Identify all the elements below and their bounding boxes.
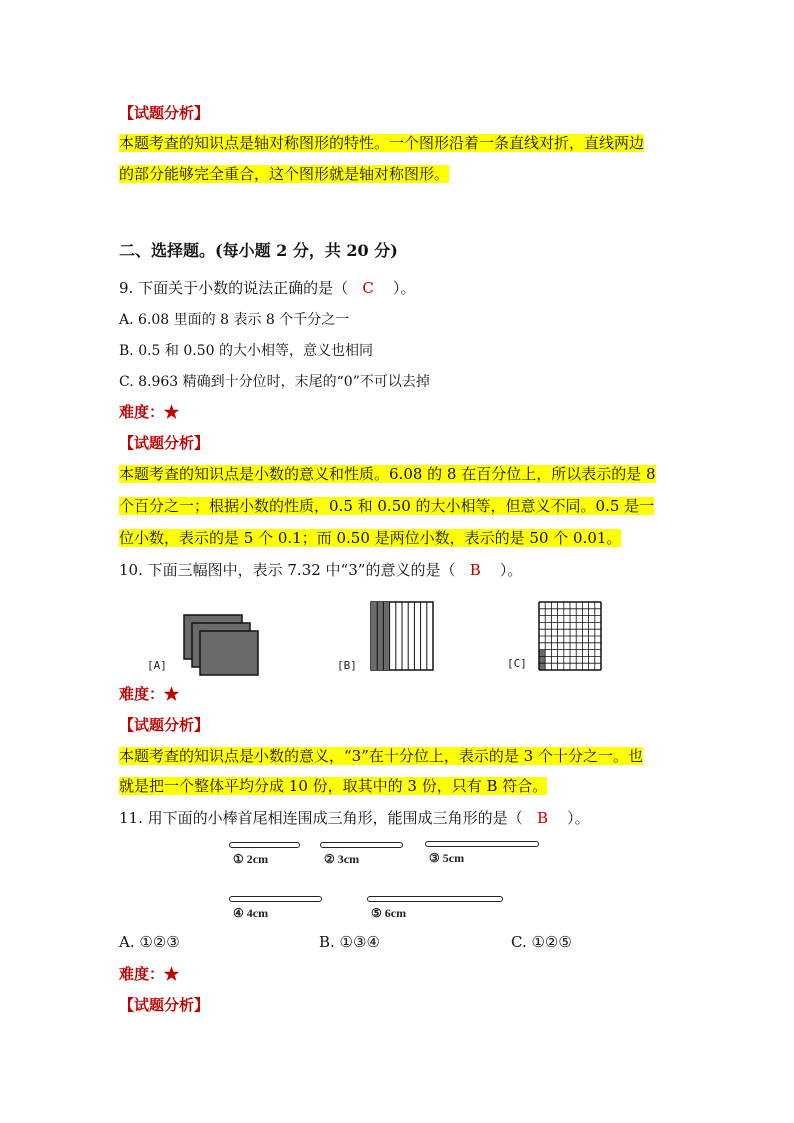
star-icon: ★ [164,403,180,421]
question-stem: 11. 用下面的小棒首尾相连围成三角形，能围成三角形的是（ B ）。 [119,809,590,827]
stick-label-4: ④ 4cm [233,906,269,920]
analysis-text: 就是把一个整体平均分成 10 份，取其中的 3 份，只有 B 符合。 [119,777,548,795]
answer: B [469,561,481,579]
question-stem: 10. 下面三幅图中，表示 7.32 中“3”的意义的是（ B ）。 [119,561,523,579]
figure-b [370,601,436,673]
analysis-heading: 【试题分析】 [119,104,210,122]
star-icon: ★ [164,685,180,703]
difficulty: 难度：★ [119,403,180,421]
analysis-text: 的部分能够完全重合，这个图形就是轴对称图形。 [119,165,450,183]
star-icon: ★ [164,965,180,983]
answer: B [536,809,548,827]
stick-label-1: ① 2cm [233,852,269,866]
analysis-text: 位小数，表示的是 5 个 0.1；而 0.50 是两位小数，表示的是 50 个 0.01。 [119,529,622,547]
option-b: B. 0.5 和 0.50 的大小相等，意义也相同 [119,343,373,359]
option-a: A. 6.08 里面的 8 表示 8 个千分之一 [119,312,350,328]
analysis-heading: 【试题分析】 [119,716,210,734]
option-a: A. ①②③ [119,933,180,951]
difficulty: 难度：★ [119,685,180,703]
option-c: C. 8.963 精确到十分位时，末尾的“0”不可以去掉 [119,374,430,390]
figure-label-a: [A] [147,659,167,672]
stick-label-5: ⑤ 6cm [371,906,407,920]
option-b: B. ①③④ [319,933,380,951]
stick-3 [425,841,539,847]
analysis-text: 本题考查的知识点是小数的意义和性质。6.08 的 8 在百分位上，所以表示的是 8 [119,465,656,483]
option-c: C. ①②⑤ [511,933,572,951]
analysis-text: 本题考查的知识点是轴对称图形的特性。一个图形沿着一条直线对折，直线两边 [119,134,645,152]
stick-4 [229,896,322,902]
stick-label-2: ② 3cm [324,852,360,866]
figure-label-b: [B] [337,659,357,672]
section-title: 二、选择题。(每小题 2 分，共 20 分) [119,241,398,260]
answer: C [362,279,374,297]
stick-2 [320,842,403,848]
analysis-heading: 【试题分析】 [119,434,210,452]
stick-1 [229,842,300,848]
question-stem: 9. 下面关于小数的说法正确的是（ C ）。 [119,279,416,297]
analysis-text: 个百分之一；根据小数的性质，0.5 和 0.50 的大小相等，但意义不同。0.5 是一 [119,497,655,515]
figure-c [538,601,602,673]
stick-5 [367,896,503,902]
difficulty: 难度：★ [119,965,180,983]
stick-label-3: ③ 5cm [429,851,465,865]
analysis-text: 本题考查的知识点是小数的意义，“3”在十分位上，表示的是 3 个十分之一。也 [119,747,643,765]
figure-label-c: [C] [507,657,527,670]
analysis-heading: 【试题分析】 [119,996,210,1014]
